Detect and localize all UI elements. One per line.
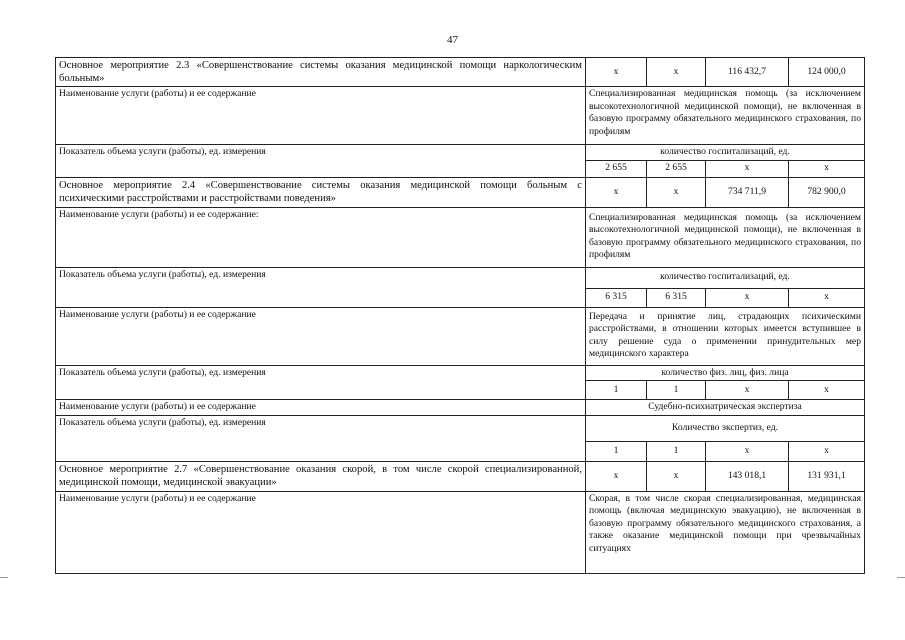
- value-cell: х: [706, 160, 789, 177]
- value-cell: 124 000,0: [789, 58, 865, 87]
- value-cell: х: [706, 441, 789, 461]
- margin-mark: [897, 577, 905, 578]
- indicator-unit: количество физ. лиц, физ. лица: [586, 365, 865, 381]
- program-table: [55, 57, 865, 574]
- indicator-unit: количество госпитализаций, ед.: [586, 145, 865, 161]
- value-cell: 2 655: [586, 160, 647, 177]
- value-cell: 1: [586, 441, 647, 461]
- indicator-row: [56, 415, 865, 441]
- indicator-unit: количество госпитализаций, ед.: [586, 267, 865, 288]
- value-cell: 131 931,1: [789, 461, 865, 491]
- service-row: [56, 207, 865, 267]
- service-row: [56, 307, 865, 365]
- service-description: Специализированная медицинская помощь (за исключением высокотехнологичной медицинской помощи), не включенная в базовую программу обязательного медицинского страхования, по профилям: [586, 207, 865, 267]
- value-cell: х: [706, 288, 789, 307]
- value-cell: 1: [586, 381, 647, 400]
- value-cell: х: [647, 177, 706, 207]
- measure-title: Основное мероприятие 2.7 «Совершенствование оказания скорой, в том числе скорой специализированной, медицинской помощи, медицинской эвакуации»: [56, 461, 586, 491]
- value-cell: х: [647, 58, 706, 87]
- value-cell: 6 315: [586, 288, 647, 307]
- page-number: 47: [447, 34, 458, 46]
- value-cell: 116 432,7: [706, 58, 789, 87]
- measure-title: Основное мероприятие 2.3 «Совершенствование системы оказания медицинской помощи наркологическим больным»: [56, 58, 586, 87]
- value-cell: 2 655: [647, 160, 706, 177]
- value-cell: 782 900,0: [789, 177, 865, 207]
- indicator-label: Показатель объема услуги (работы), ед. измерения: [56, 145, 586, 178]
- service-description: Передача и принятие лиц, страдающих психическими расстройствами, в отношении которых имеется вступившее в силу решение суда о применении принудительных мер медицинского характера: [586, 307, 865, 365]
- value-cell: 734 711,9: [706, 177, 789, 207]
- value-cell: х: [789, 160, 865, 177]
- service-description: Специализированная медицинская помощь (за исключением высокотехнологичной медицинской помощи), не включенная в базовую программу обязательного медицинского страхования, по профилям: [586, 87, 865, 145]
- value-cell: х: [789, 288, 865, 307]
- measure-row: [56, 461, 865, 491]
- value-cell: 1: [647, 381, 706, 400]
- measure-title: Основное мероприятие 2.4 «Совершенствование системы оказания медицинской помощи больным с психическими расстройствами и расстройствами поведения»: [56, 177, 586, 207]
- measure-row: [56, 58, 865, 87]
- measure-row: [56, 177, 865, 207]
- indicator-label: Показатель объема услуги (работы), ед. измерения: [56, 267, 586, 307]
- value-cell: х: [706, 381, 789, 400]
- margin-mark: [0, 577, 8, 578]
- service-label: Наименование услуги (работы) и ее содержание: [56, 307, 586, 365]
- value-cell: х: [586, 58, 647, 87]
- indicator-label: Показатель объема услуги (работы), ед. измерения: [56, 415, 586, 461]
- value-cell: 143 018,1: [706, 461, 789, 491]
- value-cell: 1: [647, 441, 706, 461]
- value-cell: х: [789, 441, 865, 461]
- service-description: Судебно-психиатрическая экспертиза: [586, 400, 865, 416]
- indicator-row: [56, 365, 865, 381]
- service-label: Наименование услуги (работы) и ее содержание: [56, 491, 586, 573]
- indicator-row: [56, 145, 865, 161]
- value-cell: х: [647, 461, 706, 491]
- indicator-unit: Количество экспертиз, ед.: [586, 415, 865, 441]
- service-label: Наименование услуги (работы) и ее содержание: [56, 87, 586, 145]
- service-row: [56, 87, 865, 145]
- value-cell: х: [586, 461, 647, 491]
- service-row: [56, 400, 865, 416]
- service-description: Скорая, в том числе скорая специализированная, медицинская помощь (включая медицинскую эвакуацию), не включенная в базовую программу обязательного медицинского страхования, а также оказание медицинской помощи при чрезвычайных ситуациях: [586, 491, 865, 573]
- value-cell: х: [789, 381, 865, 400]
- indicator-row: [56, 267, 865, 288]
- service-label: Наименование услуги (работы) и ее содержание:: [56, 207, 586, 267]
- service-row: [56, 491, 865, 573]
- value-cell: 6 315: [647, 288, 706, 307]
- indicator-label: Показатель объема услуги (работы), ед. измерения: [56, 365, 586, 400]
- service-label: Наименование услуги (работы) и ее содержание: [56, 400, 586, 416]
- value-cell: х: [586, 177, 647, 207]
